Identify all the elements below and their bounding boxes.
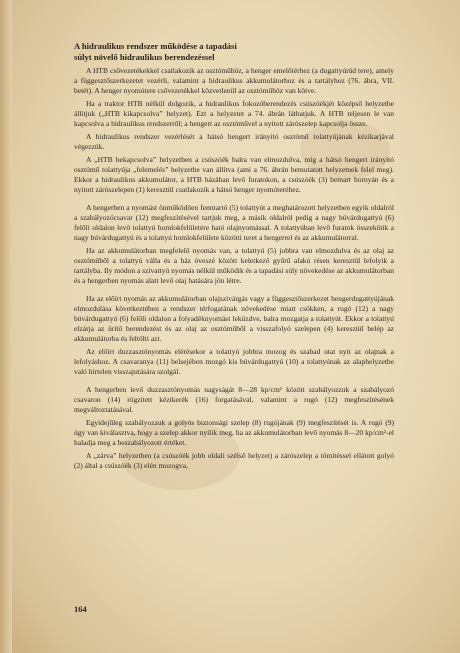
paragraph: Ha az előírt nyomás az akkumulátorban olajszivárgás vagy a függesztőszerkezet hengerdugattyújának elmozdulása következtében a rendszer térfogatának növekedése miatt csökken, a rugó (12) a nagy búvárdugattyú (6) felőli oldalon a folyadéknyomást leküzdve, balra mozgatja a tolattyút. Ekkor a tolattyú elzárja az ürítő berendezést és az olaj az osztóműből a visszafolyó szelepen (4) keresztül belép az akkumulátorba és feltölti azt.	[74, 294, 394, 343]
paragraph: A hengerben levő duzzasztónyomás nagyságát 8—28 kp/cm² között szabályozzuk a szabályozó csavaron (14) rögzített kézikerék (16) forgatásával, valamint a rugó (12) megfeszítésének megváltoztatásával.	[74, 385, 394, 414]
body-text	[74, 66, 394, 474]
paragraph: Egyidejűleg szabályozzuk a golyós biztonsági szelep (8) rugójának (9) megfeszítését is. A rugó (9) úgy van kiválasztva, hogy a szelep akkor nyílik meg, ha az akkumulátorban levő nyomás 8—20 kp/cm²-el haladja meg a beszabályozott értéket.	[74, 418, 394, 447]
page-binding-edge	[0, 0, 12, 653]
paragraph: A „zárva” helyzetben (a csúszóék jobb oldali szélső helyzet) a zárószelep a tömítéssel ellátott golyó (2) által a csúszóék (3) elén mozogva,	[74, 451, 394, 470]
heading-line-1: A hidraulikus rendszer működése a tapadási	[74, 41, 237, 51]
paragraph: A hidraulikus rendszer vezérlését a hátsó hengert irányító osztómű tolattyújának kézikarjával végezzük.	[74, 132, 394, 151]
paragraph: Az előírt duzzasztónyomás elérésekor a tolattyú jobbra mozog és szabad utat nyit az olajnak a lefolyáshoz. A csavaranya (11) belsejében mozgó kis búvárdugattyú (10) a tolattyúnak az alaphelyzetbe való hirtelen visszajutására szolgál.	[74, 347, 394, 376]
paragraph: Ha a traktor HTB nélkül dolgozik, a hidraulikus fokozóberendezés csúszóékjét középső helyzetbe állítjuk („HTB kikapcsolva” helyzet). Ezt a helyzetet a 74. ábrán láthatjuk. A HTB teljesen le van kapcsolva a hidraulikus rendszerről; a hengert az osztóművel a nyitott zárószelep kapcsolja össze.	[74, 99, 394, 128]
section-heading	[74, 41, 394, 63]
page-number: 164	[74, 604, 87, 614]
paragraph: A „HTB bekapcsolva” helyzetben a csúszóék balra van elmozdulva, míg a hátsó hengert irányító osztómű tolattyúja „felemelés” helyzetbe van állítva (ami a 76. ábrán bemutatott helyzetnek felel meg). Ekkor a hidraulikus akkumulátor, a HTB házában levő furatokon, a csúszóék (3) bemart hornyán és a nyitott zárószelepen (1) keresztül csatlakozik a hátsó henger nyomóteréhez.	[74, 155, 394, 194]
paragraph: A hengerben a nyomást önműködően fenntartó (5) tolattyút a meghatározott helyzetben egyik oldalról a szabályozócsavar (12) megfeszítésével tartjuk meg, a másik oldalról pedig a nagy búvárdugattyú (6) felőli oldalon levő tolattyú homlokfelületére ható olajnyomással. A tolattyúban levő furatok összekötik a nagy búvárdugattyú és a tolattyú homlokfelülete közötti teret a hengerrel és az akkumulátorral.	[74, 203, 394, 242]
paragraph: A HTB csővezetékekkel csatlakozik az osztóműhöz, a henger emelőtérhez (a dugattyúrúd tere), amely a függesztőszerkezetet vezérli, valamint a hidraulikus akkumulátorhoz és a tartályhoz (76. ábra, VII. betét). A henger nyomótere csővezetékkel közvetlenül az osztóműhöz van kötve.	[74, 66, 394, 95]
paragraph: Ha az akkumulátorban megfelelő nyomás van, a tolattyú (5) jobbra van elmozdulva és az olaj az osztóműből a tolattyú válla és a ház öveszé között keletkező gyűrű alakú résen keresztül lefolyik a tartályba. Ily módon a szivattyú nyomás nélkül működik és a tapadási súly növekedése az akkumulátorban és a hengerben nyomás alatt levő olaj hatására jön létre.	[74, 246, 394, 285]
heading-line-2: súlyt növelő hidraulikus berendezéssel	[74, 52, 215, 62]
